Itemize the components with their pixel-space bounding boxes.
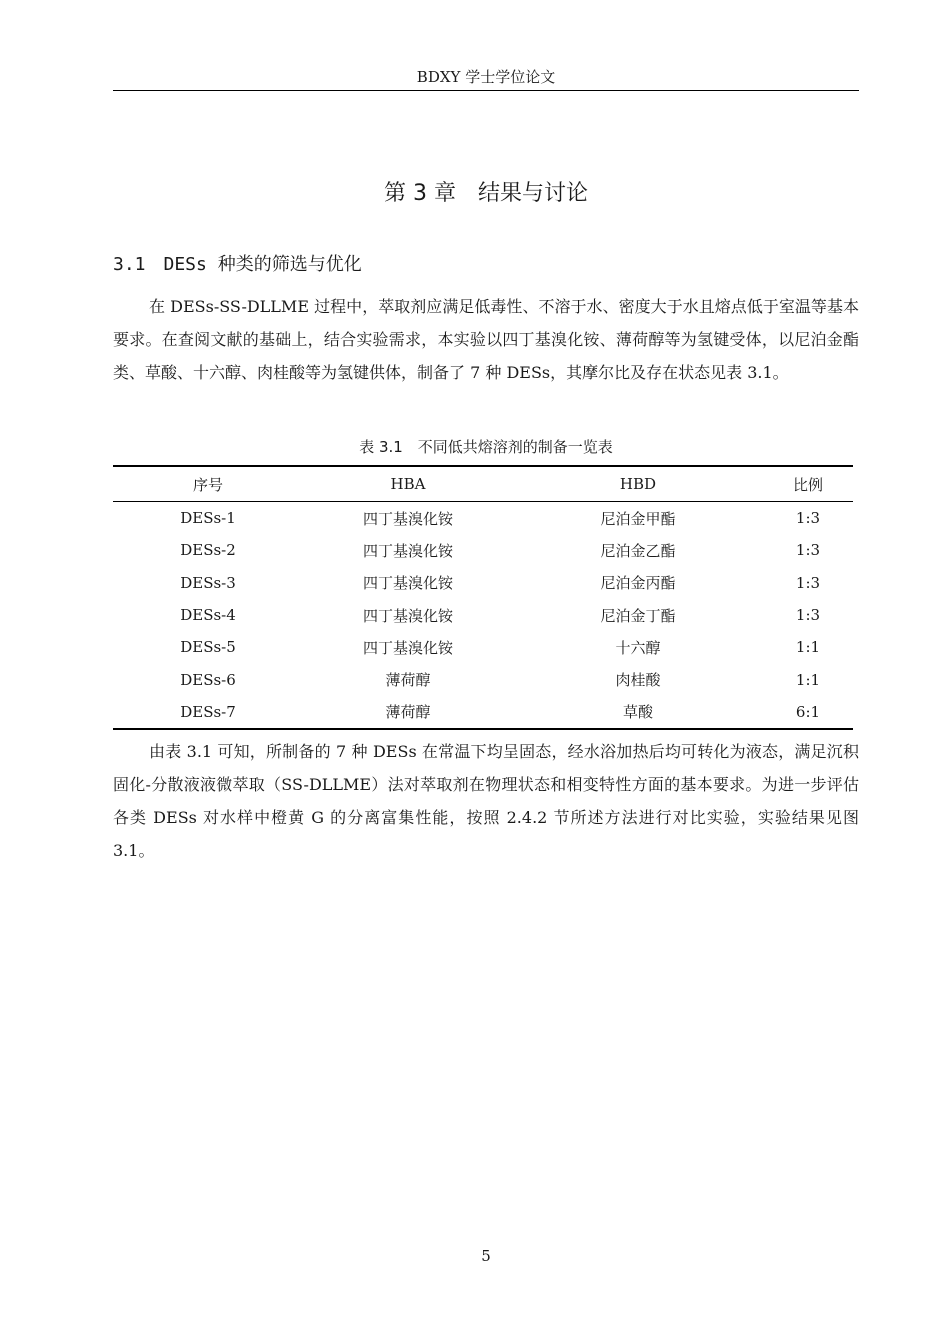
table-row xyxy=(113,663,853,695)
cell-hbd: 十六醇 xyxy=(615,638,661,657)
table-caption: 表 3.1 不同低共熔溶剂的制备一览表 xyxy=(359,438,613,456)
table-row xyxy=(113,534,853,566)
section-heading: 3.1 DESs 种类的筛选与优化 xyxy=(113,254,362,275)
table-row xyxy=(113,599,853,631)
cell-index: DESs-5 xyxy=(180,638,236,657)
cell-ratio: 1:1 xyxy=(795,638,821,657)
header-rule xyxy=(113,90,859,91)
cell-ratio: 1:3 xyxy=(795,573,821,592)
cell-index: DESs-2 xyxy=(180,541,236,560)
cell-hba: 四丁基溴化铵 xyxy=(362,509,453,528)
cell-ratio: 6:1 xyxy=(763,696,853,729)
cell-hba: 薄荷醇 xyxy=(385,671,431,690)
table-row xyxy=(113,631,853,663)
cell-index: DESs-6 xyxy=(180,670,236,689)
cell-ratio: 1:1 xyxy=(795,670,821,689)
table-row xyxy=(113,567,853,599)
paragraph-intro: 在 DESs-SS-DLLME 过程中，萃取剂应满足低毒性、不溶于水、密度大于水且熔点低于室温等基本要求。在查阅文献的基础上，结合实验需求，本实验以四丁基溴化铵、薄荷醇等为氢键受体，以尼泊金酯类、草酸、十六醇、肉桂酸等为氢键供体，制备了 7 种 DESs，其摩尔比及存在状态见表 3.1。 xyxy=(113,297,859,382)
cell-ratio: 1:3 xyxy=(795,509,821,528)
cell-hbd: 尼泊金丙酯 xyxy=(600,574,676,593)
col-header-hba: HBA xyxy=(303,466,513,502)
table-row xyxy=(113,502,853,535)
running-header: BDXY 学士学位论文 xyxy=(416,68,556,86)
table-row xyxy=(113,696,853,729)
cell-index: DESs-1 xyxy=(180,509,236,528)
cell-hba: 四丁基溴化铵 xyxy=(362,606,453,625)
cell-ratio: 1:3 xyxy=(795,606,821,625)
cell-index: DESs-7 xyxy=(113,696,303,729)
cell-hba: 四丁基溴化铵 xyxy=(362,638,453,657)
page-number: 5 xyxy=(481,1247,491,1265)
cell-index: DESs-4 xyxy=(180,606,236,625)
cell-hba: 四丁基溴化铵 xyxy=(362,574,453,593)
cell-hba: 薄荷醇 xyxy=(303,696,513,729)
des-preparation-table xyxy=(113,465,853,730)
cell-hbd: 尼泊金丁酯 xyxy=(600,606,676,625)
cell-ratio: 1:3 xyxy=(795,541,821,560)
paragraph-discussion: 由表 3.1 可知，所制备的 7 种 DESs 在常温下均呈固态，经水浴加热后均可转化为液态，满足沉积固化-分散液液微萃取（SS-DLLME）法对萃取剂在物理状态和相变特性方面的基本要求。为进一步评估各类 DESs 对水样中橙黄 G 的分离富集性能，按照 2.4.2 节所述方法进行对比实验，实验结果见图 3.1。 xyxy=(113,742,859,860)
col-header-index: 序号 xyxy=(113,466,303,502)
cell-hbd: 肉桂酸 xyxy=(615,671,661,690)
cell-hbd: 尼泊金乙酯 xyxy=(600,541,676,560)
cell-hbd: 草酸 xyxy=(513,696,763,729)
chapter-title: 第 3 章 结果与讨论 xyxy=(384,181,588,206)
col-header-ratio: 比例 xyxy=(763,466,853,502)
cell-hbd: 尼泊金甲酯 xyxy=(600,509,676,528)
cell-hba: 四丁基溴化铵 xyxy=(362,541,453,560)
cell-index: DESs-3 xyxy=(180,573,236,592)
table-header-row xyxy=(113,466,853,502)
col-header-hbd: HBD xyxy=(513,466,763,502)
